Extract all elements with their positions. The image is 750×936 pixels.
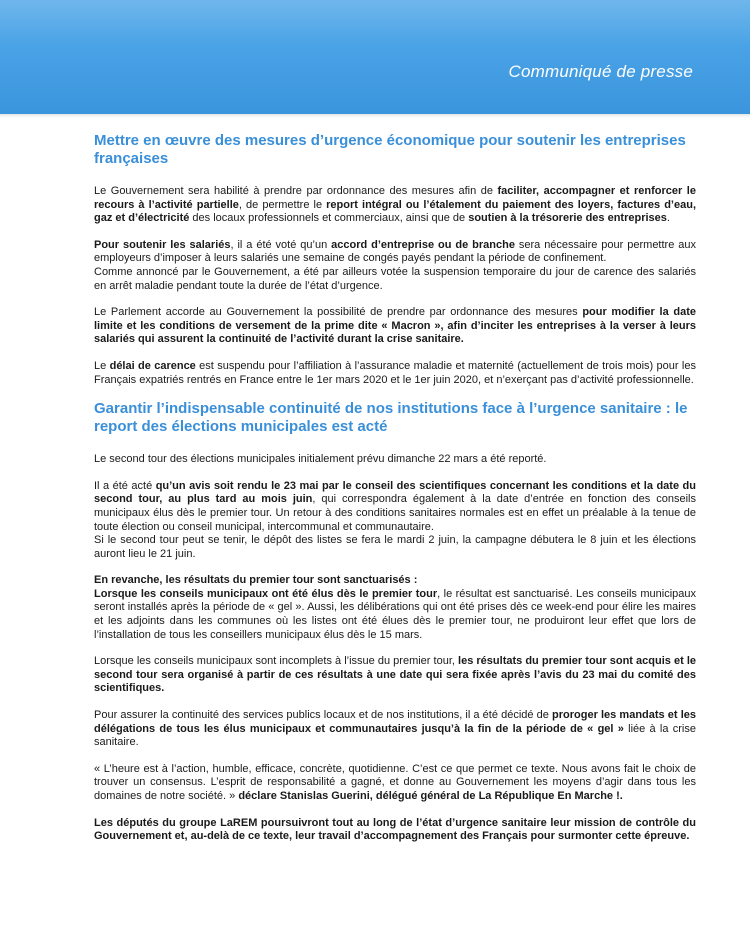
paragraph-partial-activity: Le Gouvernement sera habilité à prendre par ordonnance des mesures afin de faciliter, accompagner et renforcer le recours à l’activité partielle, de permettre le report intégral ou l’étalement du paiement des loyers, factures d’eau, gaz et d’électricité des locaux professionnels et commerciaux, ainsi que de soutien à la trésorerie des entreprises. <box>94 185 696 225</box>
paragraph-conclusion: Les députés du groupe LaREM poursuivront tout au long de l’état d’urgence sanitaire leur mission de contrôle du Gouvernement et, au-delà de ce texte, leur travail d’accompagnement des Français pour surmonter cette épreuve. <box>94 816 696 843</box>
press-release-title: Communiqué de presse <box>508 62 693 81</box>
paragraph-scientific-opinion: Il a été acté qu’un avis soit rendu le 23 mai par le conseil des scientifiques concernant les conditions et la date du second tour, au plus tard au mois juin, qui correspondra également à la date d’entrée en fonction des conseils municipaux élus dès le premier tour. Un retour à des conditions sanitaires normales est en effet un préalable à la tenue de toute élection ou conseil municipal, intercommunal et communautaire. Si le second tour peut se tenir, le dépôt des listes se fera le mardi 2 juin, la campagne débutera le 8 juin et les élections auront lieu le 21 juin. <box>94 479 696 560</box>
paragraph-incomplete-councils: Lorsque les conseils municipaux sont incomplets à l’issue du premier tour, les résultats du premier tour sont acquis et le second tour sera organisé à partir de ces résultats à une date qui sera fixée après l’avis du 23 mai du comité des scientifiques. <box>94 655 696 695</box>
header-banner <box>0 0 750 114</box>
paragraph-macron-bonus: Le Parlement accorde au Gouvernement la possibilité de prendre par ordonnance des mesures pour modifier la date limite et les conditions de versement de la prime dite « Macron », afin d’inciter les entreprises à la verser à leurs salariés qui assurent la continuité de l’activité durant la crise sanitaire. <box>94 306 696 346</box>
paragraph-waiting-period: Le délai de carence est suspendu pour l’affiliation à l’assurance maladie et maternité (actuellement de trois mois) pour les Français expatriés rentrés en France entre le 1er mars 2020 et le 1er juin 2020, et n’exerçant pas d’activité professionnelle. <box>94 359 696 386</box>
paragraph-employees: Pour soutenir les salariés, il a été voté qu’un accord d’entreprise ou de branche sera nécessaire pour permettre aux employeurs d’imposer à leurs salariés une semaine de congés payés pendant la période de confinement. Comme annoncé par le Gouvernement, a été par ailleurs votée la suspension temporaire du jour de carence des salariés en arrêt maladie pendant toute la durée de l’état d’urgence. <box>94 238 696 292</box>
section-heading-economy: Mettre en œuvre des mesures d’urgence économique pour soutenir les entreprises françaises <box>94 132 686 167</box>
paragraph-mandate-extension: Pour assurer la continuité des services publics locaux et de nos institutions, il a été décidé de proroger les mandats et les délégations de tous les élus municipaux et communautaires jusqu’à la fin de la période de « gel » liée à la crise sanitaire. <box>94 709 696 749</box>
section-heading-elections: Garantir l’indispensable continuité de nos institutions face à l’urgence sanitaire : le report des élections municipales est acté <box>94 400 688 436</box>
paragraph-first-round-results: En revanche, les résultats du premier tour sont sanctuarisés : Lorsque les conseils municipaux ont été élus dès le premier tour, le résultat est sanctuarisé. Les conseils municipaux seront installés après la période de « gel ». Aussi, les délibérations qui ont été prises dès ce week-end pour élire les maires et les adjoints dans les communes où les listes ont été élues dès le premier tour, ne produiront leur effet que lors de l’installation de tous les conseillers municipaux élus dès le 15 mars. <box>94 574 697 641</box>
banner-shadow <box>0 114 750 118</box>
paragraph-second-round-postponed: Le second tour des élections municipales initialement prévu dimanche 22 mars a été reporté. <box>94 453 547 466</box>
document-body <box>94 132 696 857</box>
paragraph-quote: « L’heure est à l’action, humble, efficace, concrète, quotidienne. C’est ce que permet ce texte. Nous avons fait le choix de trouver un consensus. L’esprit de responsabilité a gagné, et donne au Gouvernement les moyens d’agir dans tous les domaines de notre société. » déclare Stanislas Guerini, délégué général de La République En Marche !. <box>94 762 696 802</box>
